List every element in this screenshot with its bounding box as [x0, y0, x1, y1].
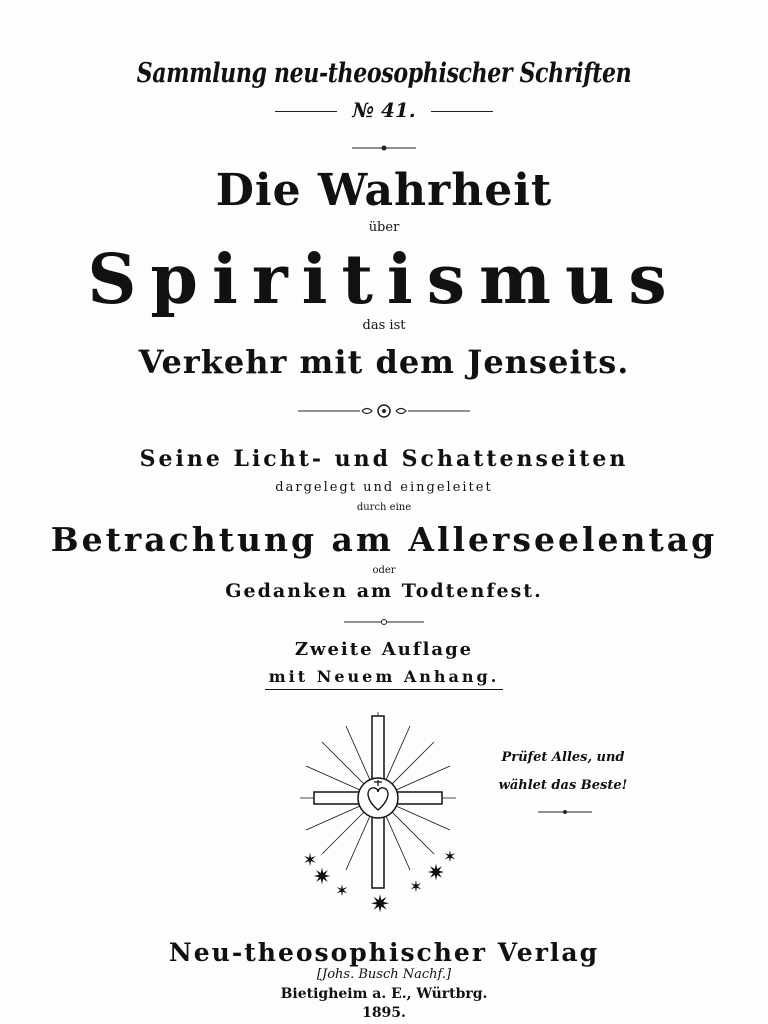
subtitle-oder: oder — [372, 565, 396, 576]
publication-year: 1895. — [362, 1005, 406, 1021]
main-title: Spiritismus — [87, 240, 681, 320]
subtitle-line-4: Betrachtung am Allerseelentag — [50, 520, 718, 559]
motto-line-2: wählet das Beste! — [498, 778, 628, 793]
svg-text:✷: ✷ — [426, 861, 446, 886]
svg-text:✷: ✷ — [312, 865, 332, 890]
publisher-place: Bietigheim a. E., Würtbrg. — [280, 986, 488, 1002]
publisher-name: Neu-theosophischer Verlag — [168, 938, 600, 967]
ornament-divider-scroll — [298, 405, 470, 417]
series-number: № 41. — [352, 98, 416, 122]
publisher-successor: [Johs. Busch Nachf.] — [316, 967, 452, 982]
subtitle-line-3: durch eine — [356, 502, 412, 513]
svg-text:✶: ✶ — [335, 881, 349, 900]
title-line-3: Verkehr mit dem Jenseits. — [138, 343, 630, 381]
edition-line-1: Zweite Auflage — [294, 639, 474, 660]
subtitle-line-2: dargelegt und eingeleitet — [275, 480, 493, 495]
title-ueber: über — [368, 220, 400, 235]
subtitle-line-5: Gedanken am Todtenfest. — [225, 580, 543, 602]
ornament-small-top — [352, 146, 416, 151]
subtitle-line-1: Seine Licht- und Schattenseiten — [139, 446, 629, 472]
series-title: Sammlung neu-theosophischer Schriften — [136, 58, 632, 89]
svg-text:✶: ✶ — [443, 847, 457, 866]
edition-line-2-text: mit Neuem Anhang. — [265, 667, 504, 690]
svg-text:✶: ✶ — [302, 850, 318, 871]
ornament-motto — [538, 810, 592, 814]
svg-text:✶: ✶ — [409, 877, 423, 896]
motto-line-1: Prüfet Alles, und — [501, 750, 625, 765]
svg-text:✷: ✷ — [369, 890, 391, 918]
title-das-ist: das ist — [362, 318, 406, 333]
ornament-divider-circle — [344, 620, 424, 625]
title-line-1: Die Wahrheit — [215, 165, 553, 216]
